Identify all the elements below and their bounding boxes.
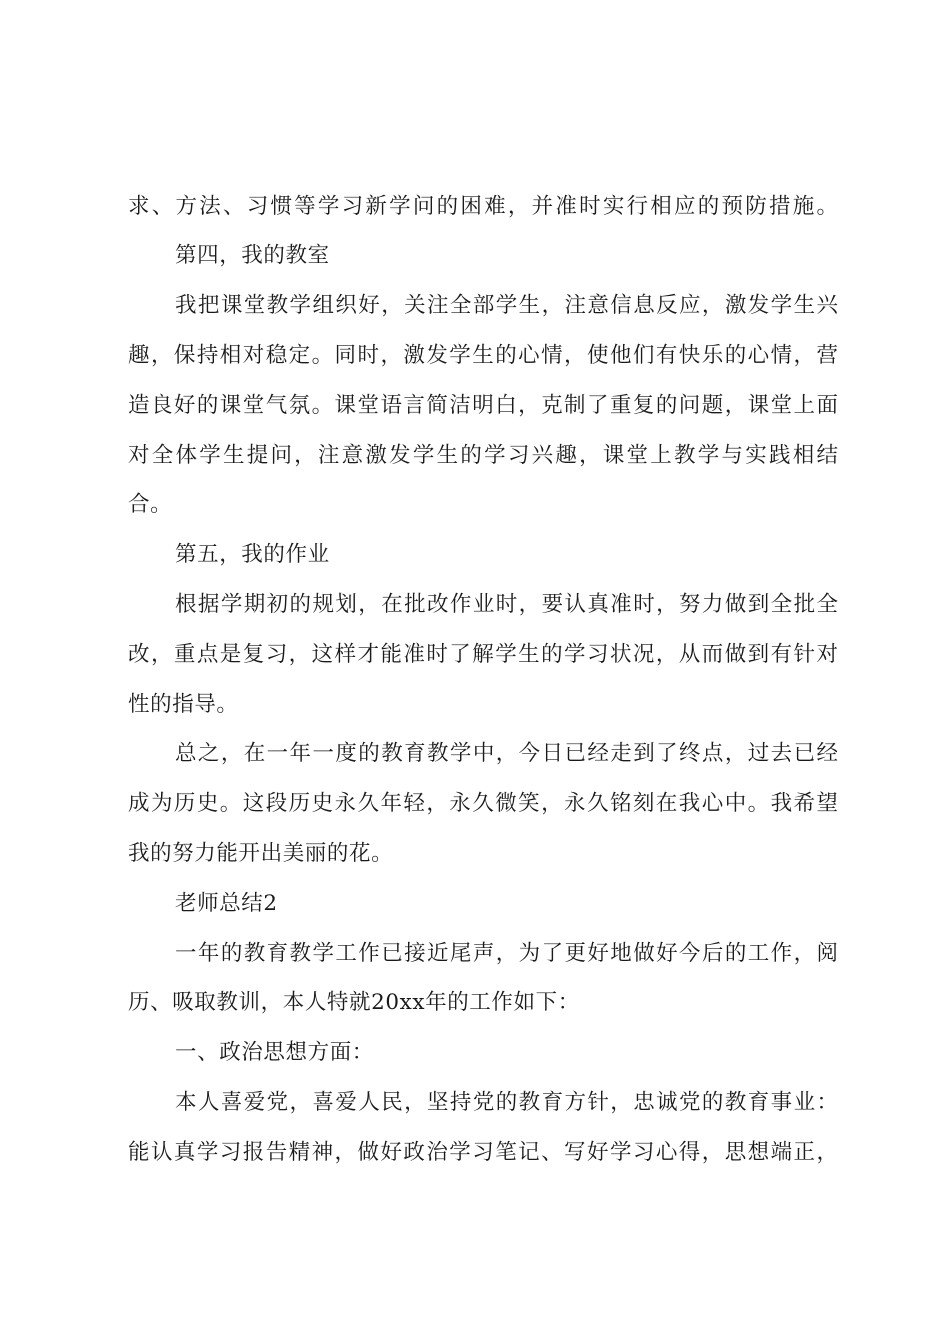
paragraph-line: 一年的教育教学工作已接近尾声，为了更好地做好今后的工作，阅 — [175, 941, 838, 966]
paragraph-line: 我把课堂教学组织好，关注全部学生，注意信息反应，激发学生兴 — [175, 293, 838, 318]
paragraph-line: 能认真学习报告精神，做好政治学习笔记、写好学习心得，思想端正， — [128, 1140, 838, 1165]
section-heading: 老师总结2 — [175, 891, 278, 916]
paragraph-line: 合。 — [128, 492, 173, 517]
paragraph-line: 对全体学生提问，注意激发学生的学习兴趣，课堂上教学与实践相结 — [128, 443, 838, 468]
paragraph-line: 本人喜爱党，喜爱人民，坚持党的教育方针，忠诚党的教育事业： — [175, 1090, 838, 1115]
section-heading: 一、政治思想方面： — [175, 1040, 374, 1065]
section-heading: 第四，我的教室 — [175, 243, 330, 268]
paragraph-line: 历、吸取教训，本人特就20xx年的工作如下： — [128, 990, 580, 1015]
paragraph-line: 求、方法、习惯等学习新学问的困难，并准时实行相应的预防措施。 — [128, 194, 838, 219]
paragraph-line: 成为历史。这段历史永久年轻，永久微笑，永久铭刻在我心中。我希望 — [128, 791, 838, 816]
paragraph-line: 改，重点是复习，这样才能准时了解学生的学习状况，从而做到有针对 — [128, 642, 838, 667]
paragraph-line: 趣，保持相对稳定。同时，激发学生的心情，使他们有快乐的心情，营 — [128, 343, 838, 368]
paragraph-line: 性的指导。 — [128, 692, 239, 717]
section-heading: 第五，我的作业 — [175, 542, 330, 567]
paragraph-line: 造良好的课堂气氛。课堂语言简洁明白，克制了重复的问题，课堂上面 — [128, 393, 838, 418]
paragraph-line: 总之，在一年一度的教育教学中，今日已经走到了终点，过去已经 — [175, 741, 838, 766]
paragraph-line: 根据学期初的规划，在批改作业时，要认真准时，努力做到全批全 — [175, 592, 838, 617]
paragraph-line: 我的努力能开出美丽的花。 — [128, 841, 394, 866]
